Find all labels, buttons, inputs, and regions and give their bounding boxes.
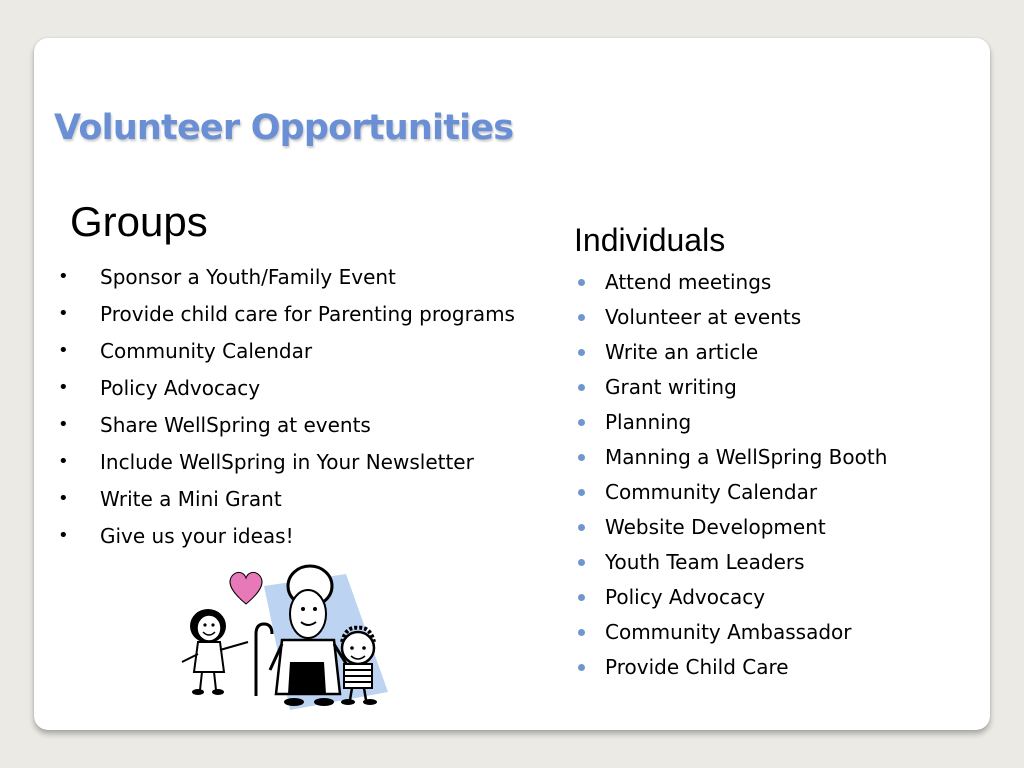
- list-item-label: Community Calendar: [605, 480, 818, 504]
- list-item: [605, 374, 887, 409]
- bullet-icon: •: [58, 266, 69, 287]
- bullet-icon: [578, 384, 585, 391]
- bullet-icon: [578, 594, 585, 601]
- list-item: [58, 375, 515, 412]
- list-item-label: Community Calendar: [100, 339, 313, 363]
- slide: [34, 38, 990, 730]
- list-item-label: Share WellSpring at events: [100, 413, 371, 437]
- list-item-label: Policy Advocacy: [605, 585, 766, 609]
- bullet-icon: [578, 559, 585, 566]
- groups-list: [58, 264, 515, 560]
- bullet-icon: •: [58, 303, 69, 324]
- bullet-icon: [578, 664, 585, 671]
- list-item-label: Volunteer at events: [605, 305, 802, 329]
- bullet-icon: [578, 279, 585, 286]
- bullet-icon: •: [58, 451, 69, 472]
- list-item: [58, 412, 515, 449]
- list-item: [605, 409, 887, 444]
- bullet-icon: •: [58, 525, 69, 546]
- list-item: [58, 449, 515, 486]
- bullet-icon: [578, 349, 585, 356]
- bullet-icon: [578, 524, 585, 531]
- list-item-label: Write an article: [605, 340, 759, 364]
- list-item-label: Youth Team Leaders: [605, 550, 805, 574]
- bullet-icon: •: [58, 340, 69, 361]
- list-item-label: Include WellSpring in Your Newsletter: [100, 450, 474, 474]
- bullet-icon: [578, 489, 585, 496]
- bullet-icon: [578, 314, 585, 321]
- list-item: [58, 338, 515, 375]
- list-item: [58, 264, 515, 301]
- girl-figure: [182, 609, 248, 695]
- list-item: [605, 269, 887, 304]
- list-item: [605, 584, 887, 619]
- list-item-label: Give us your ideas!: [100, 524, 294, 548]
- list-item: [605, 339, 887, 374]
- list-item-label: Grant writing: [605, 375, 737, 399]
- heart-icon: [230, 572, 262, 604]
- bullet-icon: [578, 419, 585, 426]
- list-item-label: Sponsor a Youth/Family Event: [100, 265, 396, 289]
- list-item-label: Website Development: [605, 515, 826, 539]
- list-item: [58, 523, 515, 560]
- list-item-label: Policy Advocacy: [100, 376, 261, 400]
- list-item-label: Planning: [605, 410, 692, 434]
- list-item: [605, 304, 887, 339]
- bullet-icon: •: [58, 377, 69, 398]
- list-item: [58, 486, 515, 523]
- list-item-label: Attend meetings: [605, 270, 772, 294]
- cane: [256, 624, 272, 696]
- individuals-heading: Individuals: [574, 222, 726, 258]
- list-item-label: Write a Mini Grant: [100, 487, 282, 511]
- list-item: [58, 301, 515, 338]
- bullet-icon: [578, 454, 585, 461]
- list-item: [605, 619, 887, 654]
- family-clipart: [178, 564, 388, 710]
- individuals-list: [605, 269, 887, 689]
- list-item: [605, 514, 887, 549]
- list-item-label: Community Ambassador: [605, 620, 852, 644]
- list-item: [605, 654, 887, 689]
- list-item-label: Provide Child Care: [605, 655, 789, 679]
- slide-title: Volunteer Opportunities: [54, 108, 514, 148]
- list-item-label: Provide child care for Parenting programs: [100, 302, 515, 326]
- bullet-icon: •: [58, 488, 69, 509]
- groups-heading: Groups: [70, 198, 208, 245]
- list-item-label: Manning a WellSpring Booth: [605, 445, 888, 469]
- bullet-icon: [578, 629, 585, 636]
- bullet-icon: •: [58, 414, 69, 435]
- list-item: [605, 479, 887, 514]
- list-item: [605, 549, 887, 584]
- list-item: [605, 444, 887, 479]
